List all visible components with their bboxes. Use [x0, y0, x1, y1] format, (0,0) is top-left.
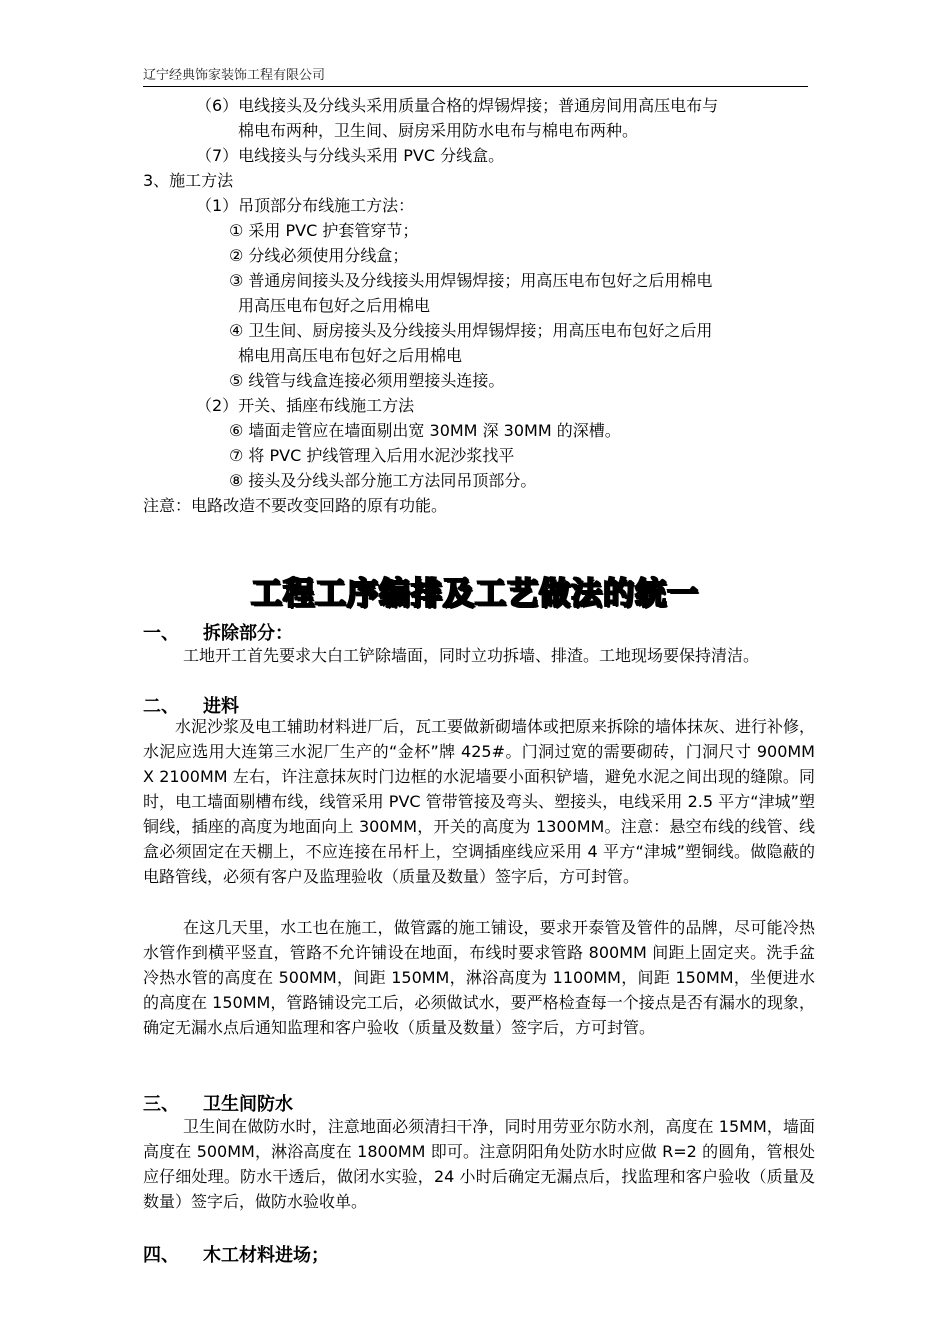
section-body-2a: 水泥沙浆及电工辅助材料进厂后，瓦工要做新砌墙体或把原来拆除的墙体抹灰、进行补修，水泥应选用大连第三水泥厂生产的“金杯”牌 425#。门洞过宽的需要砌砖，门洞尺寸 900MM X 2100MM 左右，许注意抹灰时门边框的水泥墙要小面积铲墙，避免水泥之间出现的缝隙。同时，电工墙面剔槽布线，线管采用 PVC 管带管接及弯头、塑接头，电线采用 2.5 平方“津城”塑铜线，插座的高度为地面向上 300MM，开关的高度为 1300MM。注意：悬空布线的线管、线盒必须固定在天棚上，不应连接在吊杆上，空调插座线应采用 4 平方“津城”塑铜线。做隐蔽的电路管线，必须有客户及监理验收（质量及数量）签字后，方可封管。: [143, 717, 816, 886]
section-body-2b: 在这几天里，水工也在施工，做管露的施工铺设，要求开泰管及管件的品牌，尽可能冷热水管作到横平竖直，管路不允许铺设在地面，布线时要求管路 800MM 间距上固定夹。洗手盆冷热水管的高度在 500MM，间距 150MM，淋浴高度为 1100MM，间距 150MM，坐便进水的高度在 150MM，管路铺设完工后，必须做试水，要严格检查每一个接点是否有漏水的现象，确定无漏水点后通知监理和客户验收（质量及数量）签字后，方可封管。: [143, 918, 815, 1037]
text-line: ⑥ 墙面走管应在墙面剔出宽 30MM 深 30MM 的深槽。: [229, 421, 621, 440]
text-line: 用高压电布包好之后用棉电: [238, 296, 431, 315]
section-heading-4: [143, 1241, 329, 1267]
text-line: （2）开关、插座布线施工方法: [196, 396, 415, 415]
page-header: [143, 64, 808, 87]
text-line: （6）电线接头及分线头采用质量合格的焊锡焊接；普通房间用高压电布与: [196, 96, 719, 115]
text-line: （1）吊顶部分布线施工方法：: [196, 196, 415, 215]
text-line: ⑧ 接头及分线头部分施工方法同吊顶部分。: [229, 471, 537, 490]
text-line: ⑤ 线管与线盒连接必须用塑接头连接。: [229, 371, 505, 390]
section-number: 三、: [143, 1094, 179, 1115]
text-line: 棉电用高压电布包好之后用棉电: [238, 346, 463, 365]
text-line: ③ 普通房间接头及分线接头用焊锡焊接；用高压电布包好之后用棉电: [229, 271, 713, 290]
text-line: 3、施工方法: [143, 171, 234, 190]
section-title: 木工材料进场；: [203, 1245, 329, 1266]
section-body-3: 卫生间在做防水时，注意地面必须清扫干净，同时用劳亚尔防水剂，高度在 15MM，墙面高度在 500MM，淋浴高度在 1800MM 即可。注意阴阳角处防水时应做 R=2 的圆角，管根处应仔细处理。防水干透后，做闭水实验，24 小时后确定无漏点后，找监理和客户验收（质量及数量）签字后，做防水验收单。: [143, 1117, 815, 1211]
main-title: 工程工序编排及工艺做法的统一: [251, 576, 699, 612]
section-title: 卫生间防水: [203, 1094, 293, 1115]
text-line: ⑦ 将 PVC 护线管理入后用水泥沙浆找平: [229, 446, 515, 465]
text-line: ① 采用 PVC 护套管穿节；: [229, 221, 419, 240]
section-number: 二、: [143, 696, 179, 717]
section-body-1: 工地开工首先要求大白工铲除墙面，同时立功拆墙、排渣。工地现场要保持清洁。: [183, 646, 760, 665]
text-line: ④ 卫生间、厨房接头及分线接头用焊锡焊接；用高压电布包好之后用: [229, 321, 713, 340]
section-number: 四、: [143, 1245, 179, 1266]
company-name: 辽宁经典饰家装饰工程有限公司: [143, 68, 326, 83]
section-heading-1: [143, 619, 293, 645]
text-line: （7）电线接头与分线头采用 PVC 分线盒。: [196, 146, 505, 165]
section-title: 拆除部分：: [203, 623, 293, 644]
section-title: 进料: [203, 696, 239, 717]
text-line: ② 分线必须使用分线盒；: [229, 246, 409, 265]
note-line: 注意：电路改造不要改变回路的原有功能。: [143, 496, 448, 515]
section-heading-3: [143, 1090, 293, 1116]
text-line: 棉电布两种，卫生间、厨房采用防水电布与棉电布两种。: [238, 121, 639, 140]
section-number: 一、: [143, 623, 179, 644]
